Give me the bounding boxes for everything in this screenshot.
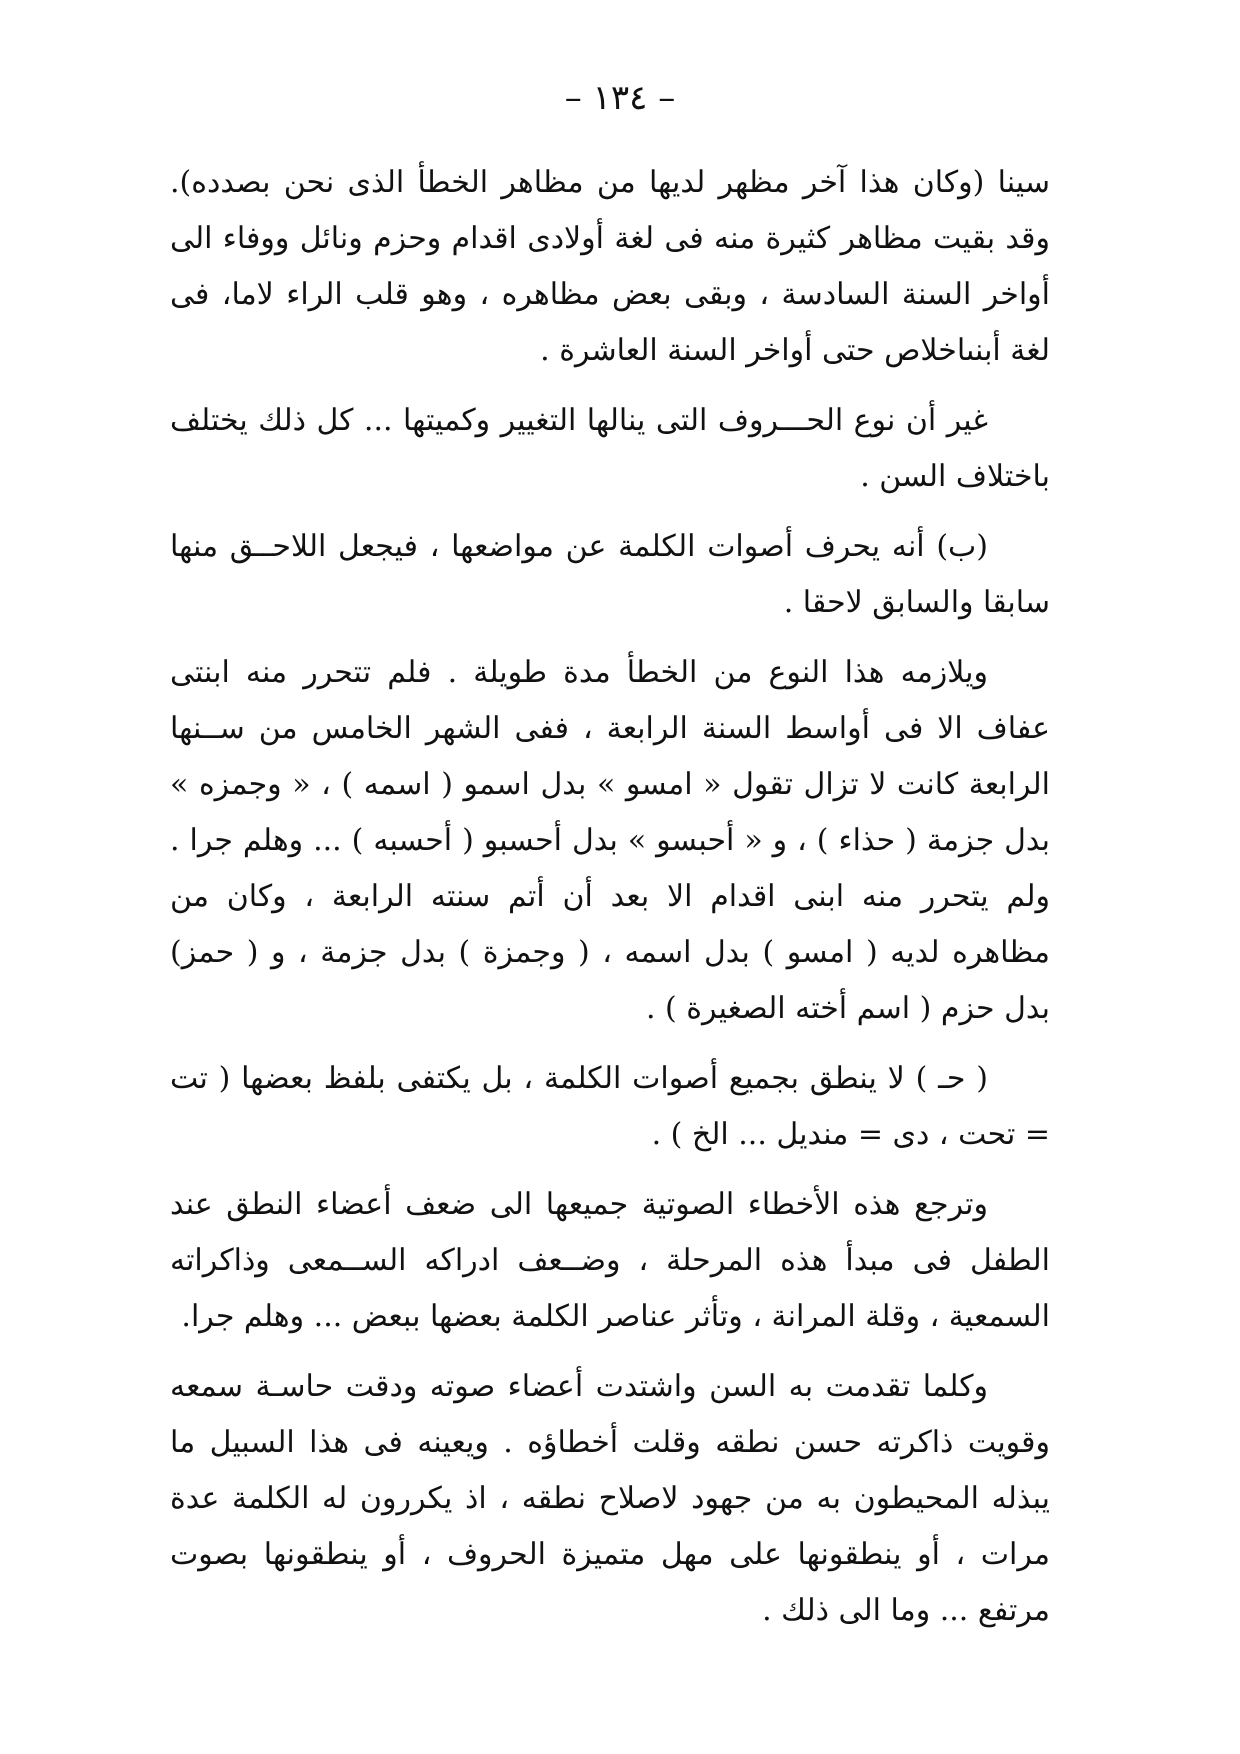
paragraph-5-item-h: ( حـ ) لا ينطق بجميع أصوات الكلمة ، بل يكتفى بلفظ بعضها ( تت = تحت ، دى = منديل ... الخ ) .: [170, 1061, 1050, 1152]
paragraph-6: وترجع هذه الأخطاء الصوتية جميعها الى ضعف أعضاء النطق عند الطفل فى مبدأ هذه المرحلة ، وضــعف ادراكه الســمعى وذاكراته السمعية ، وقلة المرانة ، وتأثر عناصر الكلمة بعضها ببعض ... وهلم جرا.: [170, 1187, 1050, 1334]
paragraph-7: وكلما تقدمت به السن واشتدت أعضاء صوته ودقت حاسـة سمعه وقويت ذاكرته حسن نطقه وقلت أخطاؤه . ويعينه فى هذا السبيل ما يبذله المحيطون به من جهود لاصلاح نطقه ، اذ يكررون له الكلمة عدة مرات ، أو ينطقونها على مهل متميزة الحروف ، أو ينطقونها بصوت مرتفع ... وما الى ذلك .: [170, 1369, 1050, 1628]
paragraph-4: ويلازمه هذا النوع من الخطأ مدة طويلة . فلم تتحرر منه ابنتى عفاف الا فى أواسط السنة الرابعة ، ففى الشهر الخامس من ســنها الرابعة كانت لا تزال تقول « امسو » بدل اسمو ( اسمه ) ، « وجمزه » بدل جزمة ( حذاء ) ، و « أحبسو » بدل أحسبو ( أحسبه ) ... وهلم جرا . ولم يتحرر منه ابنى اقدام الا بعد أن أتم سنته الرابعة ، وكان من مظاهره لديه ( امسو ) بدل اسمه ، ( وجمزة ) بدل جزمة ، و ( حمز) بدل حزم ( اسم أخته الصغيرة ) .: [170, 655, 1050, 1026]
page-number: – ١٣٤ –: [564, 78, 676, 118]
paragraph-2: غير أن نوع الحـــروف التى ينالها التغيير وكميتها ... كل ذلك يختلف باختلاف السن .: [170, 403, 1050, 494]
paragraph-3-item-b: (ب) أنه يحرف أصوات الكلمة عن مواضعها ، فيجعل اللاحــق منها سابقا والسابق لاحقا .: [170, 529, 1050, 620]
page-body: [170, 155, 1050, 1653]
paragraph-1: سينا (وكان هذا آخر مظهر لديها من مظاهر الخطأ الذى نحن بصدده). وقد بقيت مظاهر كثيرة منه فى لغة أولادى اقدام وحزم ونائل ووفاء الى أواخر السنة السادسة ، وبقى بعض مظاهره ، وهو قلب الراء لاما، فى لغة أبنىاخلاص حتى أواخر السنة العاشرة .: [170, 165, 1050, 368]
